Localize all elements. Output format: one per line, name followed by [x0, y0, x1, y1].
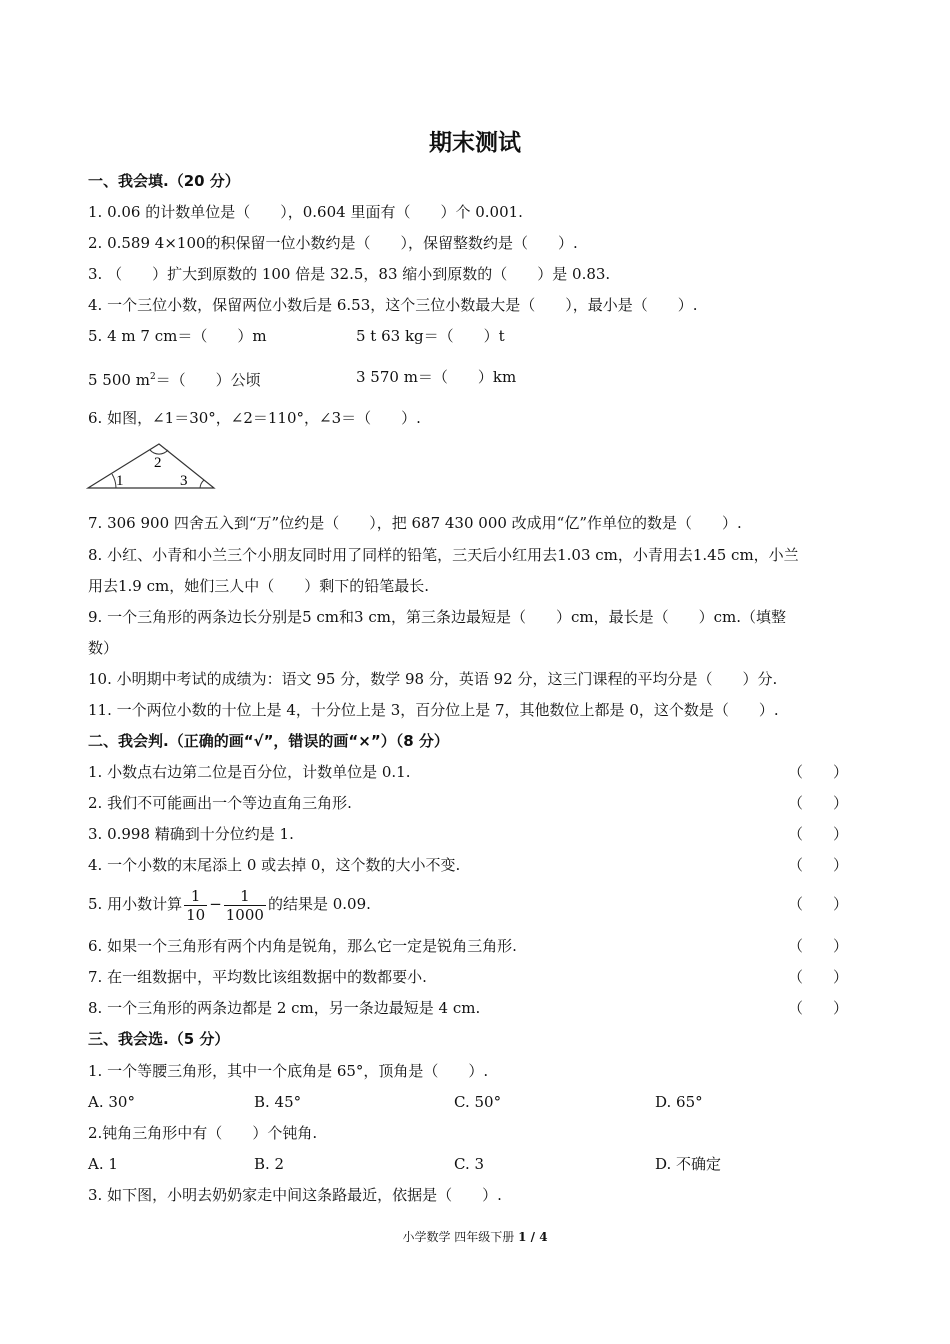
angle-3-arc [200, 480, 204, 488]
question-1-5-row1 [88, 326, 788, 346]
page-footer [0, 1228, 950, 1245]
question-3-2: 2.钝角三角形中有（ ）个钝角. [88, 1124, 318, 1142]
question-1-7: 7. 306 900 四舍五入到“万”位约是（ ），把 687 430 000 改成用“亿”作单位的数是（ ）. [88, 514, 742, 532]
question-1-8-line2: 用去1.9 cm，她们三人中（ ）剩下的铅笔最长. [88, 577, 430, 595]
option-3-1-b: B. 45° [254, 1093, 302, 1111]
judge-item-7: 7. 在一组数据中，平均数比该组数据中的数都要小. （ ） [88, 968, 848, 986]
question-1-5-row2 [88, 367, 788, 390]
triangle-figure [86, 440, 216, 492]
question-1-2: 2. 0.589 4×100的积保留一位小数约是（ ），保留整数约是（ ）. [88, 234, 578, 252]
question-1-6: 6. 如图，∠1＝30°，∠2＝110°，∠3＝（ ）. [88, 409, 421, 427]
option-3-2-a: A. 1 [88, 1155, 118, 1173]
judge-item-1: 1. 小数点右边第二位是百分位，计数单位是 0.1. （ ） [88, 763, 848, 781]
question-1-8-line1: 8. 小红、小青和小兰三个小朋友同时用了同样的铅笔，三天后小红用去1.03 cm，小青用去1.45 cm，小兰 [88, 546, 799, 564]
question-1-1: 1. 0.06 的计数单位是（ ），0.604 里面有（ ）个 0.001. [88, 203, 523, 221]
option-3-2-b: B. 2 [254, 1155, 285, 1173]
angle-label-2: 2 [154, 455, 162, 471]
question-3-1: 1. 一个等腰三角形，其中一个底角是 65°，顶角是（ ）. [88, 1062, 489, 1080]
angle-label-1: 1 [116, 473, 124, 489]
question-1-3: 3. （ ）扩大到原数的 100 倍是 32.5，83 缩小到原数的（ ）是 0.83. [88, 265, 611, 283]
option-3-2-c: C. 3 [454, 1155, 485, 1173]
question-1-5a: 5. 4 m 7 cm＝（ ）m [88, 327, 267, 345]
section-heading-judge: 二、我会判.（正确的画“√”，错误的画“×”）（8 分） [88, 732, 449, 750]
option-3-1-d: D. 65° [655, 1093, 703, 1111]
judge-item-2: 2. 我们不可能画出一个等边直角三角形. （ ） [88, 794, 848, 812]
page-number: 1 / 4 [518, 1230, 548, 1244]
section-heading-choose: 三、我会选.（5 分） [88, 1030, 230, 1048]
question-1-9-line2: 数） [88, 639, 119, 657]
answer-paren: （ ） [787, 825, 848, 843]
answer-paren: （ ） [787, 763, 848, 781]
answer-paren: （ ） [787, 794, 848, 812]
angle-2-arc [150, 450, 168, 454]
option-3-1-c: C. 50° [454, 1093, 502, 1111]
question-1-5d: 3 570 m＝（ ）km [356, 368, 517, 386]
answer-paren: （ ） [787, 937, 848, 955]
option-3-1-a: A. 30° [88, 1093, 135, 1111]
fraction-one-tenth: $\frac{1}{10}$ [186, 886, 206, 924]
answer-paren: （ ） [787, 999, 848, 1017]
question-1-5b: 5 t 63 kg＝（ ）t [356, 327, 505, 345]
question-1-11: 11. 一个两位小数的十位上是 4，十分位上是 3，百分位上是 7，其他数位上都是 0，这个数是（ ）. [88, 701, 779, 719]
judge-item-8: 8. 一个三角形的两条边都是 2 cm，另一条边最短是 4 cm. （ ） [88, 999, 848, 1017]
section-heading-fill: 一、我会填.（20 分） [88, 172, 240, 190]
question-1-5c: 5 500 $m^2=$（ ）公顷 [88, 371, 261, 389]
question-1-10: 10. 小明期中考试的成绩为：语文 95 分，数学 98 分，英语 92 分，这三门课程的平均分是（ ）分. [88, 670, 778, 688]
page-title: 期末测试 [429, 130, 521, 156]
judge-item-5: 5. 用小数计算 $\frac{1}{10}$ − $\frac{1}{1000}$ 的结果是 0.09. （ ） [88, 884, 848, 924]
answer-paren: （ ） [787, 968, 848, 986]
footer-text: 小学数学 四年级下册 [402, 1230, 515, 1244]
fraction-one-thousandth: $\frac{1}{1000}$ [225, 886, 264, 924]
question-1-4: 4. 一个三位小数，保留两位小数后是 6.53，这个三位小数最大是（ ），最小是（ ）. [88, 296, 698, 314]
question-1-9-line1: 9. 一个三角形的两条边长分别是5 cm和3 cm，第三条边最短是（ ）cm，最长是（ ）cm.（填整 [88, 608, 786, 626]
question-3-3: 3. 如下图，小明去奶奶家走中间这条路最近，依据是（ ）. [88, 1186, 502, 1204]
judge-item-6: 6. 如果一个三角形有两个内角是锐角，那么它一定是锐角三角形. （ ） [88, 937, 848, 955]
angle-label-3: 3 [180, 473, 188, 489]
answer-paren: （ ） [787, 895, 848, 913]
answer-paren: （ ） [787, 856, 848, 874]
option-3-2-d: D. 不确定 [655, 1155, 722, 1173]
judge-item-3: 3. 0.998 精确到十分位约是 1. （ ） [88, 825, 848, 843]
judge-item-4: 4. 一个小数的末尾添上 0 或去掉 0，这个数的大小不变. （ ） [88, 856, 848, 874]
